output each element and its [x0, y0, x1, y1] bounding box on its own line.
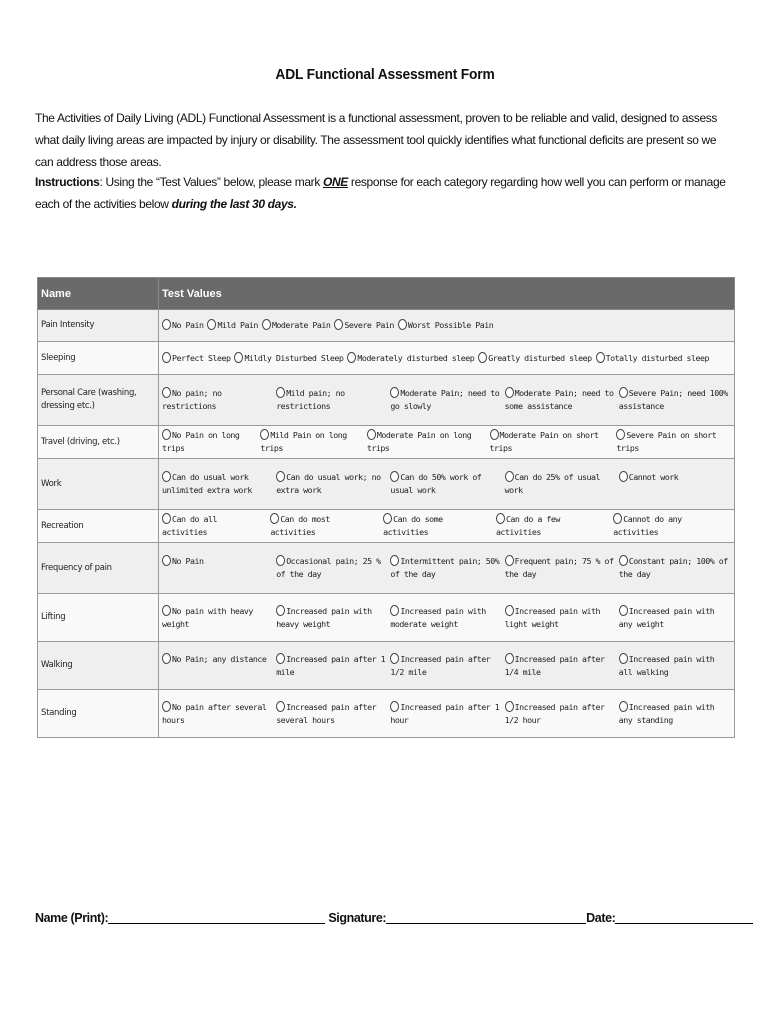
radio-circle-icon[interactable] — [276, 701, 285, 712]
radio-circle-icon[interactable] — [505, 555, 514, 566]
radio-option[interactable] — [162, 701, 274, 727]
radio-circle-icon[interactable] — [162, 319, 171, 330]
row-name: Walking — [38, 642, 159, 690]
radio-circle-icon[interactable] — [276, 471, 285, 482]
radio-option[interactable] — [262, 319, 330, 332]
radio-option-label: Constant pain; 100% of the day — [618, 556, 728, 579]
radio-option[interactable] — [162, 429, 256, 455]
radio-circle-icon[interactable] — [276, 653, 285, 664]
radio-option-label: Severe Pain — [344, 320, 394, 330]
radio-circle-icon[interactable] — [596, 352, 605, 363]
date-label: Date: — [586, 911, 616, 925]
radio-circle-icon[interactable] — [490, 429, 499, 440]
radio-option-label: Frequent pain; 75 % of the day — [504, 556, 614, 579]
radio-option[interactable] — [162, 352, 230, 365]
table-row — [38, 310, 735, 342]
radio-option[interactable] — [505, 653, 617, 679]
radio-option-label: Can do most activities — [270, 514, 330, 537]
table-row — [38, 426, 735, 459]
radio-option-label: Can do some activities — [383, 514, 443, 537]
radio-option-label: No Pain — [172, 320, 204, 330]
radio-circle-icon[interactable] — [390, 605, 399, 616]
radio-option[interactable] — [505, 555, 617, 581]
radio-option-label: Occasional pain; 25 % of the day — [276, 556, 381, 579]
radio-option[interactable] — [390, 555, 502, 581]
radio-circle-icon[interactable] — [398, 319, 407, 330]
table-row — [38, 459, 735, 510]
radio-option[interactable] — [390, 653, 502, 679]
instructions-text-a: : Using the “Test Values” below, please mark — [99, 175, 323, 189]
radio-option-label: Cannot do any activities — [613, 514, 682, 537]
radio-option[interactable] — [383, 513, 492, 539]
radio-option-label: Increased pain with any standing — [618, 701, 715, 725]
radio-option[interactable] — [619, 387, 731, 413]
name-print-field[interactable] — [108, 911, 325, 924]
radio-option-label: Moderate Pain on long trips — [366, 430, 472, 453]
radio-option[interactable] — [162, 653, 274, 679]
radio-circle-icon[interactable] — [505, 701, 514, 712]
instructions-emphasis-one: ONE — [322, 175, 348, 189]
radio-option[interactable] — [334, 319, 393, 332]
row-options — [159, 510, 735, 543]
radio-circle-icon[interactable] — [390, 555, 399, 566]
radio-option-label: No pain after several hours — [162, 701, 267, 725]
radio-option[interactable] — [616, 429, 731, 455]
radio-circle-icon[interactable] — [383, 513, 392, 524]
radio-option[interactable] — [276, 387, 388, 413]
radio-circle-icon[interactable] — [619, 387, 628, 398]
radio-option-label: Severe Pain on short trips — [616, 430, 717, 453]
radio-option-label: Greatly disturbed sleep — [488, 352, 592, 363]
row-options — [159, 543, 735, 594]
radio-option[interactable] — [270, 513, 379, 539]
radio-option-label: Cannot work — [628, 472, 679, 482]
header-test-values: Test Values — [159, 278, 735, 310]
radio-option[interactable] — [347, 352, 474, 365]
radio-option[interactable] — [496, 513, 609, 539]
radio-option-label: Increased pain after 1 mile — [276, 653, 386, 677]
radio-option[interactable] — [619, 605, 731, 631]
radio-circle-icon[interactable] — [162, 429, 171, 440]
row-name: Work — [38, 459, 159, 510]
radio-option-label: Can do all activities — [162, 514, 217, 537]
radio-option-label: Increased pain with all walking — [618, 653, 715, 677]
radio-option[interactable] — [234, 352, 343, 365]
radio-option[interactable] — [390, 701, 502, 727]
radio-option-label: No pain with heavy weight — [162, 605, 253, 629]
radio-circle-icon[interactable] — [390, 653, 399, 664]
radio-circle-icon[interactable] — [619, 471, 628, 482]
radio-option[interactable] — [162, 605, 274, 631]
radio-option[interactable] — [619, 653, 731, 679]
row-name: Lifting — [38, 594, 159, 642]
row-name: Pain Intensity — [38, 310, 159, 342]
radio-circle-icon[interactable] — [162, 387, 171, 398]
instructions-emphasis-period: during the last 30 days. — [171, 197, 297, 211]
radio-circle-icon[interactable] — [162, 513, 171, 524]
radio-option-label: Totally disturbed sleep — [605, 352, 709, 363]
radio-option[interactable] — [276, 605, 388, 631]
radio-circle-icon[interactable] — [162, 653, 171, 664]
radio-option-label: Moderately disturbed sleep — [357, 352, 475, 363]
radio-circle-icon[interactable] — [367, 429, 376, 440]
radio-option-label: No pain; no restrictions — [162, 388, 222, 411]
radio-option[interactable] — [505, 471, 617, 497]
radio-option[interactable] — [478, 352, 591, 365]
radio-option[interactable] — [613, 513, 731, 539]
form-title: ADL Functional Assessment Form — [275, 66, 495, 83]
radio-option[interactable] — [276, 653, 388, 679]
radio-option-label: Mild Pain on long trips — [260, 430, 347, 453]
radio-option-label: Can do a few activities — [495, 514, 560, 537]
radio-circle-icon[interactable] — [162, 555, 171, 566]
radio-option[interactable] — [505, 701, 617, 727]
radio-option[interactable] — [398, 319, 493, 332]
row-options — [159, 426, 735, 459]
radio-option-label: Moderate Pain — [271, 320, 331, 330]
radio-circle-icon[interactable] — [262, 319, 271, 330]
radio-option[interactable] — [619, 701, 731, 727]
radio-option-label: Increased pain with heavy weight — [276, 605, 372, 629]
radio-option[interactable] — [276, 555, 388, 581]
row-options — [159, 342, 735, 375]
radio-option-label: Can do 25% of usual work — [504, 472, 601, 495]
radio-option[interactable] — [207, 319, 257, 332]
radio-circle-icon[interactable] — [613, 513, 622, 524]
header-name: Name — [38, 278, 159, 310]
table-row — [38, 543, 735, 594]
radio-circle-icon[interactable] — [390, 471, 399, 482]
row-options — [159, 642, 735, 690]
radio-option-label: Mild pain; no restrictions — [276, 388, 345, 411]
radio-option[interactable] — [276, 471, 388, 497]
radio-circle-icon[interactable] — [276, 555, 285, 566]
radio-option[interactable] — [162, 387, 274, 413]
instructions-label: Instructions — [35, 175, 100, 189]
radio-option[interactable] — [490, 429, 613, 455]
radio-option-label: Increased pain with light weight — [504, 605, 601, 629]
row-options — [159, 459, 735, 510]
table-row — [38, 510, 735, 543]
table-row — [38, 594, 735, 642]
radio-circle-icon[interactable] — [347, 352, 356, 363]
radio-option-label: Moderate Pain; need to some assistance — [504, 388, 614, 411]
radio-circle-icon[interactable] — [505, 387, 514, 398]
instructions-paragraph — [35, 171, 735, 215]
table-row — [38, 642, 735, 690]
radio-option[interactable] — [505, 387, 617, 413]
radio-option[interactable] — [162, 319, 203, 332]
radio-option-label: Increased pain with any weight — [618, 605, 715, 629]
radio-option[interactable] — [162, 555, 274, 581]
radio-option[interactable] — [505, 605, 617, 631]
radio-option-label: Can do 50% work of usual work — [390, 472, 482, 495]
radio-circle-icon[interactable] — [619, 701, 628, 712]
table-row — [38, 690, 735, 738]
radio-option[interactable] — [619, 555, 731, 581]
radio-circle-icon[interactable] — [260, 429, 269, 440]
radio-circle-icon[interactable] — [390, 701, 399, 712]
radio-option-label: Increased pain after 1/2 hour — [504, 701, 605, 725]
date-field[interactable] — [615, 911, 753, 924]
radio-option-label: No Pain on long trips — [162, 430, 240, 453]
signature-field[interactable] — [386, 911, 586, 924]
adl-table — [37, 277, 735, 738]
radio-circle-icon[interactable] — [616, 429, 625, 440]
radio-option[interactable] — [596, 352, 709, 365]
radio-option-label: Intermittent pain; 50% of the day — [390, 556, 500, 579]
radio-circle-icon[interactable] — [478, 352, 487, 363]
radio-circle-icon[interactable] — [276, 387, 285, 398]
radio-option-label: No Pain; any distance — [172, 653, 267, 664]
radio-circle-icon[interactable] — [390, 387, 399, 398]
instructions-text-b: response for each category regarding how well you can perform or manage each of the activities below — [35, 175, 726, 211]
row-name: Standing — [38, 690, 159, 738]
radio-option[interactable] — [390, 387, 502, 413]
row-name: Personal Care (washing, dressing etc.) — [38, 375, 159, 426]
radio-option-label: Increased pain with moderate weight — [390, 605, 486, 629]
radio-option[interactable] — [276, 701, 388, 727]
radio-option-label: Mildly Disturbed Sleep — [244, 352, 344, 363]
table-header-row — [38, 278, 735, 310]
radio-option-label: Increased pain after several hours — [276, 701, 377, 725]
signature-line — [35, 911, 735, 925]
radio-circle-icon[interactable] — [276, 605, 285, 616]
radio-option[interactable] — [162, 513, 266, 539]
radio-option[interactable] — [619, 471, 731, 497]
table-row — [38, 375, 735, 426]
radio-option-label: Increased pain after 1/2 mile — [390, 653, 491, 677]
radio-option-label: Mild Pain — [217, 320, 258, 330]
radio-option-label: Worst Possible Pain — [407, 320, 494, 330]
radio-circle-icon[interactable] — [234, 352, 243, 363]
radio-option-label: Can do usual work; no extra work — [276, 472, 381, 495]
radio-circle-icon[interactable] — [162, 471, 171, 482]
radio-circle-icon[interactable] — [162, 352, 171, 363]
radio-circle-icon[interactable] — [162, 701, 171, 712]
radio-circle-icon[interactable] — [270, 513, 279, 524]
signature-label: Signature: — [328, 911, 387, 925]
radio-option[interactable] — [260, 429, 362, 455]
radio-circle-icon[interactable] — [162, 605, 171, 616]
radio-circle-icon[interactable] — [334, 319, 343, 330]
row-options — [159, 594, 735, 642]
radio-circle-icon[interactable] — [619, 555, 628, 566]
radio-option-label: Moderate Pain on short trips — [489, 430, 599, 453]
radio-option[interactable] — [390, 605, 502, 631]
radio-option-label: Perfect Sleep — [172, 352, 231, 363]
radio-option-label: Moderate Pain; need to go slowly — [390, 388, 500, 411]
row-name: Frequency of pain — [38, 543, 159, 594]
radio-circle-icon[interactable] — [505, 605, 514, 616]
radio-option-label: Increased pain after 1 hour — [390, 701, 500, 725]
radio-option[interactable] — [162, 471, 274, 497]
radio-option[interactable] — [367, 429, 486, 455]
radio-option-label: Can do usual work unlimited extra work — [162, 472, 252, 495]
radio-circle-icon[interactable] — [505, 653, 514, 664]
row-options — [159, 375, 735, 426]
radio-circle-icon[interactable] — [496, 513, 505, 524]
radio-option[interactable] — [390, 471, 502, 497]
row-name: Sleeping — [38, 342, 159, 375]
radio-circle-icon[interactable] — [619, 653, 628, 664]
row-options — [159, 690, 735, 738]
radio-circle-icon[interactable] — [619, 605, 628, 616]
row-options — [159, 310, 735, 342]
radio-option-label: No Pain — [172, 556, 204, 566]
table-row — [38, 342, 735, 375]
radio-option-label: Severe Pain; need 100% assistance — [618, 388, 728, 411]
radio-option-label: Increased pain after 1/4 mile — [504, 653, 605, 677]
radio-circle-icon[interactable] — [505, 471, 514, 482]
row-name: Travel (driving, etc.) — [38, 426, 159, 459]
intro-paragraph: The Activities of Daily Living (ADL) Functional Assessment is a functional assessment, proven to be reliable and valid, designed to assess what daily living areas are impacted by injury or disability. The assessment tool quickly identifies what functional deficits are present so we can address those areas. — [35, 111, 718, 169]
radio-circle-icon[interactable] — [207, 319, 216, 330]
name-print-label: Name (Print): — [35, 911, 109, 925]
row-name: Recreation — [38, 510, 159, 543]
